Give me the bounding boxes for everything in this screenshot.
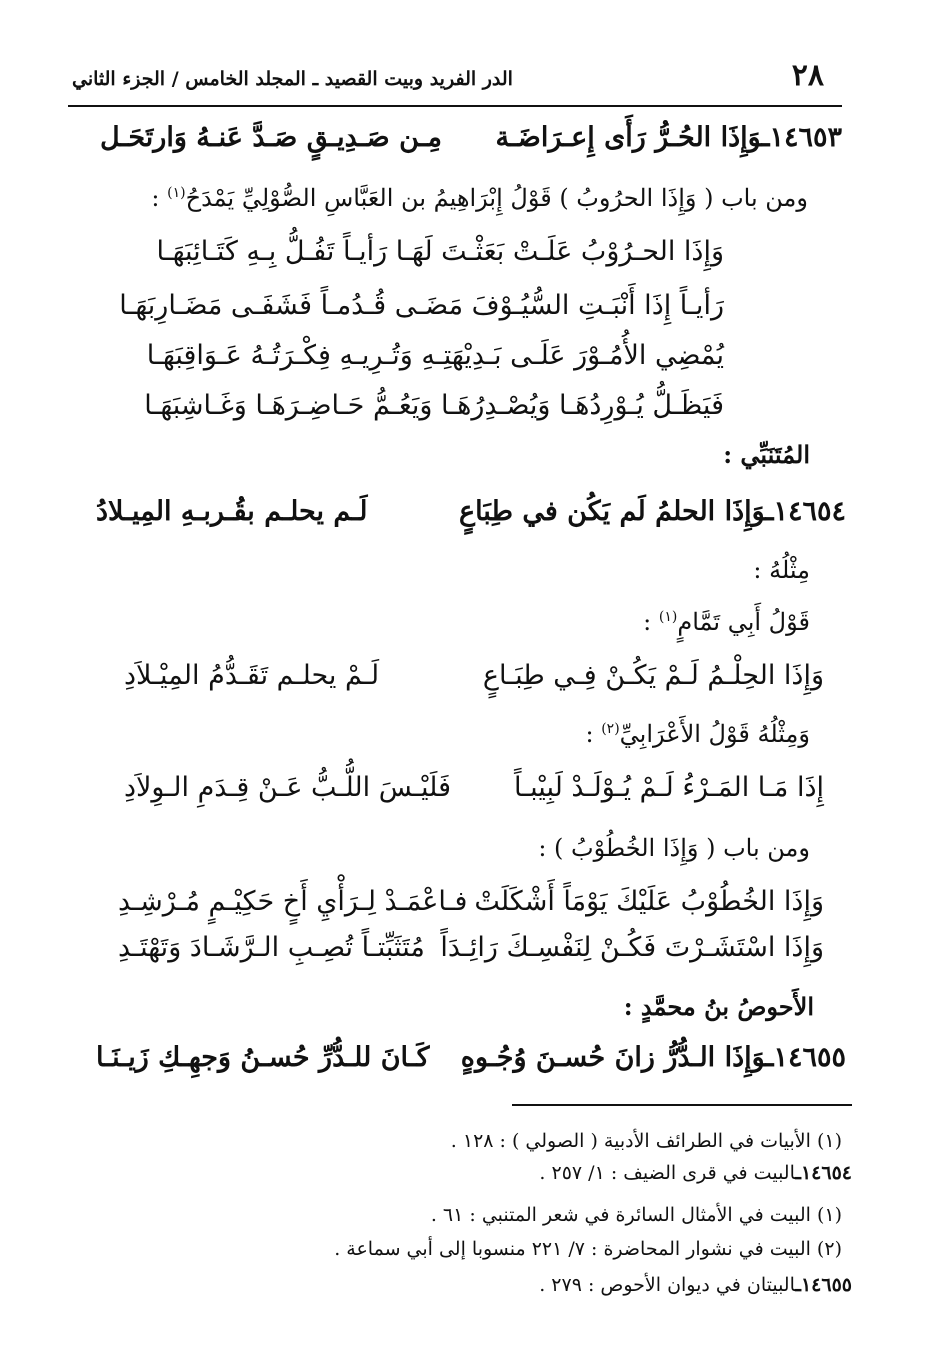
verse-ajuz: مِـن صَـدِيـقٍ صَـدَّ عَنـهُ وَارتَحَـل [100, 122, 443, 153]
verse-ajuz: كَـانَ للـدُّرِّ حُسـنُ وَجهِـكِ زَيـنَـا [96, 1042, 430, 1073]
verse-sadr: وَإِذَا الحِلْـمُ لَـمْ يَكُـنْ فِـي طِبَـاعٍ [482, 660, 824, 691]
verse-ajuz: فـاعْمَـدْ لِـرَأْيِ أَخٍ حَكِيْـمٍ مُـرْشِـدِ [118, 886, 468, 917]
abu-tammam-verse [124, 660, 824, 704]
verse-14653 [100, 122, 842, 166]
verse-sadr: وَإِذَا اسْتَشَـرْتَ فَكُـنْ لِنَفْسِـكَ رَائِـدَاً [440, 932, 824, 963]
footnote-ref[interactable]: (١) [658, 609, 678, 625]
arabi-verse [124, 772, 824, 816]
intro-suli: ومن باب ( وَإِذَا الحرُوبُ ) قَوْلُ إِبْرَاهِيمُ بن العَبَّاسِ الصُّوْلِيِّ يَمْدَحُ$^{(١)}$ : [151, 184, 808, 212]
suli-verse-2: رَأيـاً إِذَا أَنْبَـتِ السُّيُـوْفَ مَضَـى قُـدُمـاً فَشَفَـى مَضَـارِبَهَـا [119, 290, 724, 321]
verse-number: ١٤٦٥٤ـوَإِذَا الحلمُ لَم يَكُن في طِبَاعٍ [458, 496, 846, 527]
footnote-3: (١) البيت في الأمثال السائرة في شعر المتنبي : ٦١ . [430, 1204, 842, 1226]
page-header [60, 52, 842, 102]
verse-number: ١٤٦٥٣ـوَإِذَا الحُـرُّ رَأَى إِعـرَاضَـة [495, 122, 842, 153]
khutub-intro: ومن باب ( وَإِذَا الخُطُوْبُ ) : [538, 834, 810, 862]
footnote-5: ١٤٦٥٥ـالبيتان في ديوان الأحوص : ٢٧٩ . [539, 1274, 852, 1296]
khutub-verse-2 [118, 932, 824, 976]
poet-label-ahwas: الأَحوصُ بنُ محمَّدٍ : [623, 992, 814, 1021]
suli-verse-3: يُمْضِي الأُمُـوْرَ عَلَـى بَـدِيْهَتِـهِ وَتُـرِيـهِ فِكْـرَتُـهُ عَـوَاقِبَهَـا [146, 340, 724, 371]
footnote-2: ١٤٦٥٤ـالبيت في قرى الضيف : ١/ ٢٥٧ . [539, 1162, 852, 1184]
verse-ajuz: فَلَيْـسَ اللُّـبُّ عَـنْ قِـدَمِ الـوِلاَدِ [124, 772, 452, 803]
footnote-ref[interactable]: (٢) [601, 721, 620, 737]
verse-ajuz: مُتَثَبِّتـاً تُصِـبِ الـرَّشَـادَ وَتَهْتَـدِ [118, 932, 425, 963]
suli-verse-1: وَإِذَا الحـرُوْبُ عَلَـتْ بَعَثْـتَ لَهَـا رَأيـاً تَفُـلُّ بِـهِ كَتَـائِبَهَـا [156, 236, 724, 267]
verse-sadr: إِذَا مَـا المَـرْءُ لَـمْ يُـوْلَـدْ لَبِيْبـاً [514, 772, 824, 803]
verse-ajuz: لَـمْ يحلـم تَقَـدُّمُ المِيْـلاَدِ [124, 660, 380, 691]
running-title: الدر الفريد وبيت القصيد ـ المجلد الخامس / الجزء الثاني [72, 68, 513, 90]
suli-verse-4: فَيَظَـلُّ يُـوْرِدُهَـا وَيُصْـدِرُهَـا وَيَعُـمُّ حَـاضِـرَهَـا وَغَـاشِبَهَـا [144, 390, 724, 421]
verse-number: ١٤٦٥٥ـوَإِذَا الـدُّرُّ زانَ حُسـنَ وُجُـوهٍ [460, 1042, 846, 1073]
arabi-intro: وَمِثْلُهُ قَوْلُ الأَعْرَابِيِّ$^{(٢)}$ : [585, 720, 810, 748]
abu-tammam-intro: قَوْلُ أَبِي تَمَّامٍ$^{(١)}$ : [643, 608, 810, 636]
footnote-ref[interactable]: (١) [167, 185, 186, 201]
page-number: ٢٨ [791, 58, 824, 93]
footnote-rule [512, 1104, 852, 1106]
verse-ajuz: لَـم يحلـم بقُـربـهِ المِيـلادُ [96, 496, 368, 527]
footnote-4: (٢) البيت في نشوار المحاضرة : ٧/ ٢٢١ منسوبا إلى أبي سماعة . [334, 1238, 842, 1260]
verse-sadr: وَإِذَا الخُطُوْبُ عَلَيْكَ يَوْمَاً أَشْكَلَتْ [474, 886, 824, 917]
verse-14655 [96, 1042, 846, 1086]
khutub-verse-1 [118, 886, 824, 930]
poet-label-mutanabbi: المُتَنَبِّي : [723, 440, 810, 469]
mithluhu-label: مِثْلُهُ : [753, 556, 810, 584]
verse-14654 [96, 496, 846, 540]
footnote-1: (١) الأبيات في الطرائف الأدبية ( الصولي ) : ١٢٨ . [450, 1130, 842, 1152]
header-rule [68, 105, 842, 107]
